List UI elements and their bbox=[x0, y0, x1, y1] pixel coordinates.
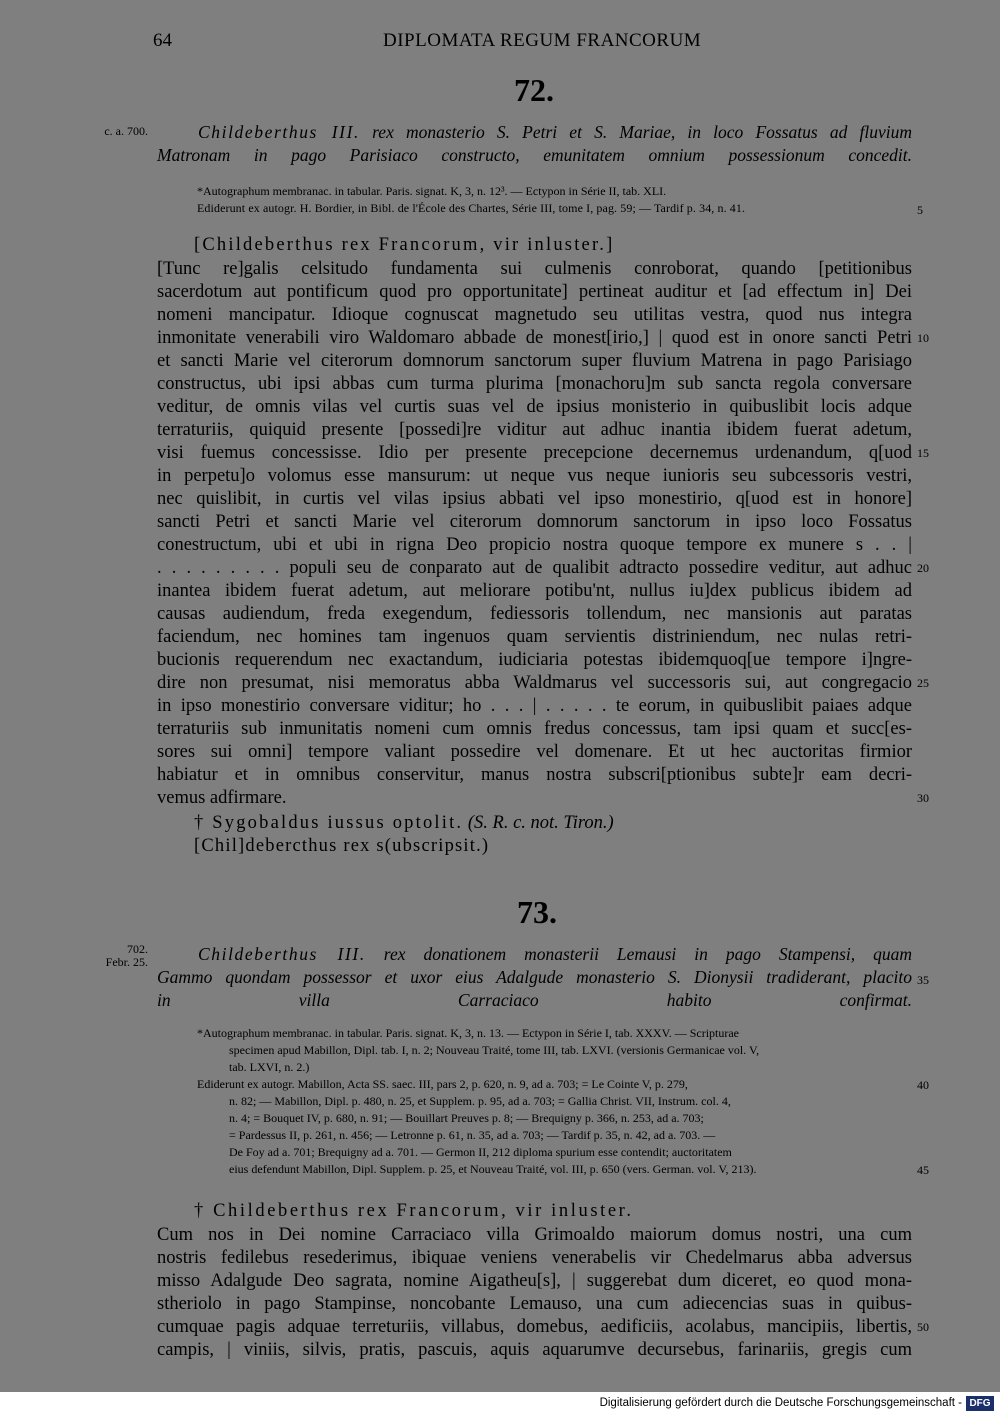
doc72-text-line: in perpetu]o volomus esse mansurum: ut neque vus neque iunioris seu subcessoris vestri, bbox=[157, 466, 912, 486]
doc73-apparatus-line: tab. LXVI, n. 2.) bbox=[229, 1060, 310, 1074]
doc72-regest-line: Matronam in pago Parisiaco constructo, emunitatem omnium possessionum concedit. bbox=[157, 145, 912, 165]
doc72-text-line: sores sui omni] tempore valiant possedire vel domenare. Et ut hec auctoritas firmior bbox=[157, 742, 912, 762]
page-number: 64 bbox=[153, 30, 172, 51]
doc73-text-line: campis, | viniis, silvis, pratis, pascuis, aquis aquarumve decursebus, farinariis, gregis cum bbox=[157, 1340, 912, 1360]
doc73-apparatus-line: = Pardessus II, p. 261, n. 456; — Letronne p. 61, n. 35, ad a. 703; — Tardif p. 35, n. 42, ad a. 703. — bbox=[229, 1128, 716, 1142]
doc73-regest-text: rex donationem monasterii Lemausi in pago Stampensi, quam bbox=[365, 944, 912, 964]
doc73-text-line: stheriolo in pago Stampinse, noncobante Lemauso, una cum adiecencias suas in quibus- bbox=[157, 1294, 912, 1314]
doc73-text-line: nostris fedilebus resederimus, ibiquae veniens venerabelis vir Chedelmarus abba adversus bbox=[157, 1248, 912, 1268]
doc73-date-year: 702. bbox=[127, 942, 148, 956]
doc72-text-line: bucionis requerendum nec exactandum, iudiciaria potestas ibidemquoq[ue tempore i]ngre- bbox=[157, 650, 912, 670]
doc72-text-line: et sancti Marie vel citerorum domnorum sanctorum super fluvium Matrena in pago Parisiago bbox=[157, 351, 912, 371]
dfg-logo-icon: DFG bbox=[966, 1396, 994, 1411]
doc73-apparatus-line: De Foy ad a. 701; Brequigny ad a. 701. — Germon II, 212 diploma spurium esse contendit; auctoritatem bbox=[229, 1145, 732, 1159]
doc72-number: 72. bbox=[514, 72, 554, 108]
line-number: 20 bbox=[917, 561, 929, 575]
doc72-invocation: [Childeberthus rex Francorum, vir inluster.] bbox=[194, 235, 615, 255]
doc72-date: c. a. 700. bbox=[104, 124, 148, 138]
line-number: 25 bbox=[917, 676, 929, 690]
doc72-text-line: sacerdotum aut pontificum quod pro opportunitate] pertineat auditur et [ad effectum in] Dei bbox=[157, 282, 912, 302]
doc72-text-line: sancti Petri et sancti Marie vel citerorum domnorum sanctorum in ipso loco Fossatus bbox=[157, 512, 912, 532]
doc73-invocation: † Childeberthus rex Francorum, vir inluster. bbox=[194, 1201, 634, 1221]
doc73-text-line: cumquae pagis adquae terreturiis, villabus, domebus, aedificiis, acolabus, mancipiis, libertis, bbox=[157, 1317, 912, 1337]
doc73-text-line: Cum nos in Dei nomine Carraciaco villa Grimoaldo maiorum domus nostri, una cum bbox=[157, 1225, 912, 1245]
doc72-text-line: [Tunc re]galis celsitudo fundamenta sui culmenis conroborat, quando [petitionibus bbox=[157, 259, 912, 279]
footer-credit: Digitalisierung gefördert durch die Deutsche Forschungsgemeinschaft - bbox=[599, 1397, 962, 1409]
doc73-date bbox=[68, 943, 148, 969]
line-number: 35 bbox=[917, 973, 929, 987]
running-head: DIPLOMATA REGUM FRANCORUM bbox=[383, 30, 702, 51]
line-number: 5 bbox=[917, 203, 923, 217]
doc72-text-line: veditur, de omnis vilas vel curtis suas vel de ipsius monisterio in quibuslibit locis adque bbox=[157, 397, 912, 417]
doc73-regest-line: Gammo quondam possessor et uxor eius Adalgude monasterio S. Dionysii tradiderant, placito bbox=[157, 967, 912, 987]
doc72-text-line: . . . . . . . . . populi seu de conparato aut de qualibit adtracto possedire veditur, aut adhuc bbox=[157, 558, 912, 578]
doc72-text-line: in ipso monestirio conversare viditur; ho . . . | . . . . . te eorum, in quibuslibit paiaes adque bbox=[157, 696, 912, 716]
doc72-signum bbox=[194, 812, 614, 835]
doc72-text-line: vemus adfirmare. bbox=[157, 788, 287, 808]
doc72-apparatus-line: Ediderunt ex autogr. H. Bordier, in Bibl. de l'École des Chartes, Série III, tome I, pag. 59; — Tardif p. 34, n. 41. bbox=[197, 201, 746, 215]
doc73-apparatus-line: specimen apud Mabillon, Dipl. tab. I, n. 2; Nouveau Traité, tome III, tab. LXVI. (versionis Germanicae vol. V, bbox=[229, 1043, 760, 1057]
doc73-number: 73. bbox=[517, 894, 557, 930]
doc72-subscription: [Chil]debercthus rex s(ubscripsit.) bbox=[194, 836, 490, 856]
doc72-apparatus-line: *Autographum membranac. in tabular. Paris. signat. K, 3, n. 12³. — Ectypon in Série II, tab. XLI. bbox=[197, 184, 667, 198]
doc73-apparatus-line: Ediderunt ex autogr. Mabillon, Acta SS. saec. III, pars 2, p. 620, n. 9, ad a. 703; = Le Cointe V, p. 279, bbox=[197, 1077, 688, 1091]
line-number: 40 bbox=[917, 1078, 929, 1092]
doc72-text-line: terraturiis, quiquid presente [possedi]re viditur aut adhuc inantia ibidem fuerat adetum, bbox=[157, 420, 912, 440]
doc72-text-line: nomeni mancipatur. Idioque cognuscat magnetudo seu utilitas vestra, quod nus integra bbox=[157, 305, 912, 325]
doc72-regest-text: rex monasterio S. Petri et S. Mariae, in loco Fossatus ad fluvium bbox=[359, 122, 912, 142]
doc73-regest-line: in villa Carraciaco habito confirmat. bbox=[157, 990, 912, 1010]
line-number: 30 bbox=[917, 791, 929, 805]
footer-bar bbox=[0, 1392, 1000, 1416]
doc73-apparatus-line: n. 4; = Bouquet IV, p. 680, n. 91; — Bouillart Preuves p. 8; — Brequigny p. 366, n. 253, ad a. 703; bbox=[229, 1111, 704, 1125]
doc72-text-line: conestructum, ubi et ubi in rigna Deo propicio nostra quoque tempore ex munere s . . | bbox=[157, 535, 912, 555]
doc72-signum-name: † Sygobaldus iussus optolit. bbox=[194, 813, 464, 833]
doc72-text-line: constructus, ubi ipsi abbas cum turma plurima [monachoru]m sub sancta regola conversare bbox=[157, 374, 912, 394]
doc73-apparatus-line: eius defendunt Mabillon, Dipl. Supplem. p. 25, et Nouveau Traité, vol. III, p. 650 (vers. German. vol. V, 213). bbox=[229, 1162, 757, 1176]
doc72-text-line: nec quislibit, in curtis vel vilas ipsius abbati vel ipso monestirio, q[uod est in honore] bbox=[157, 489, 912, 509]
doc72-regest-king: Childeberthus III. bbox=[198, 122, 360, 142]
line-number: 10 bbox=[917, 331, 929, 345]
doc73-apparatus-line: *Autographum membranac. in tabular. Paris. signat. K, 3, n. 13. — Ectypon in Série I, tab. XXXV. — Scripturae bbox=[197, 1026, 740, 1040]
doc73-apparatus-line: n. 82; — Mabillon, Dipl. p. 480, n. 25, et Supplem. p. 95, ad a. 703; = Gallia Christ. VII, Instrum. col. 4, bbox=[229, 1094, 731, 1108]
doc72-text-line: visi fuemus concessisse. Idio per presente precepcione decernemus urdenandum, q[uod bbox=[157, 443, 912, 463]
doc72-text-line: causas audiendum, freda exegendum, fediessoris tollendum, nec mansionis aut paratas bbox=[157, 604, 912, 624]
doc72-text-line: dire non presumat, nisi memoratus abba Waldmarus vel successoris sui, aut congregacio bbox=[157, 673, 912, 693]
doc73-regest-line bbox=[198, 943, 912, 966]
doc73-regest-king: Childeberthus III. bbox=[198, 944, 366, 964]
line-number: 45 bbox=[917, 1163, 929, 1177]
line-number: 15 bbox=[917, 446, 929, 460]
doc72-text-line: faciendum, nec homines tam ingenuos quam servientis distriniendum, nec nulas retri- bbox=[157, 627, 912, 647]
doc72-text-line: terraturiis sub inmunitatis nomeni cum omnis fredus concessus, tam ipsi quam et succ[es- bbox=[157, 719, 912, 739]
doc73-date-day: Febr. 25. bbox=[105, 955, 148, 969]
doc72-text-line: habiatur et in omnibus conservitur, manus nostra subscri[ptionibus subte]r eam decri- bbox=[157, 765, 912, 785]
doc72-text-line: inantea ibidem fuerat adetum, aut meliorare potibu'nt, nullus iu]dex publicus ibidem ad bbox=[157, 581, 912, 601]
doc72-signum-note: (S. R. c. not. Tiron.) bbox=[467, 813, 614, 833]
line-number: 50 bbox=[917, 1320, 929, 1334]
doc72-text-line: inmonitate venerabili viro Waldomaro abbade de monest[irio,] | quod est in onore sancti Petri bbox=[157, 328, 912, 348]
doc72-regest-line bbox=[198, 121, 912, 144]
doc73-text-line: misso Adalgude Deo sagrata, nomine Aigatheu[s], | suggerebat dum diceret, eo quod mona- bbox=[157, 1271, 912, 1291]
